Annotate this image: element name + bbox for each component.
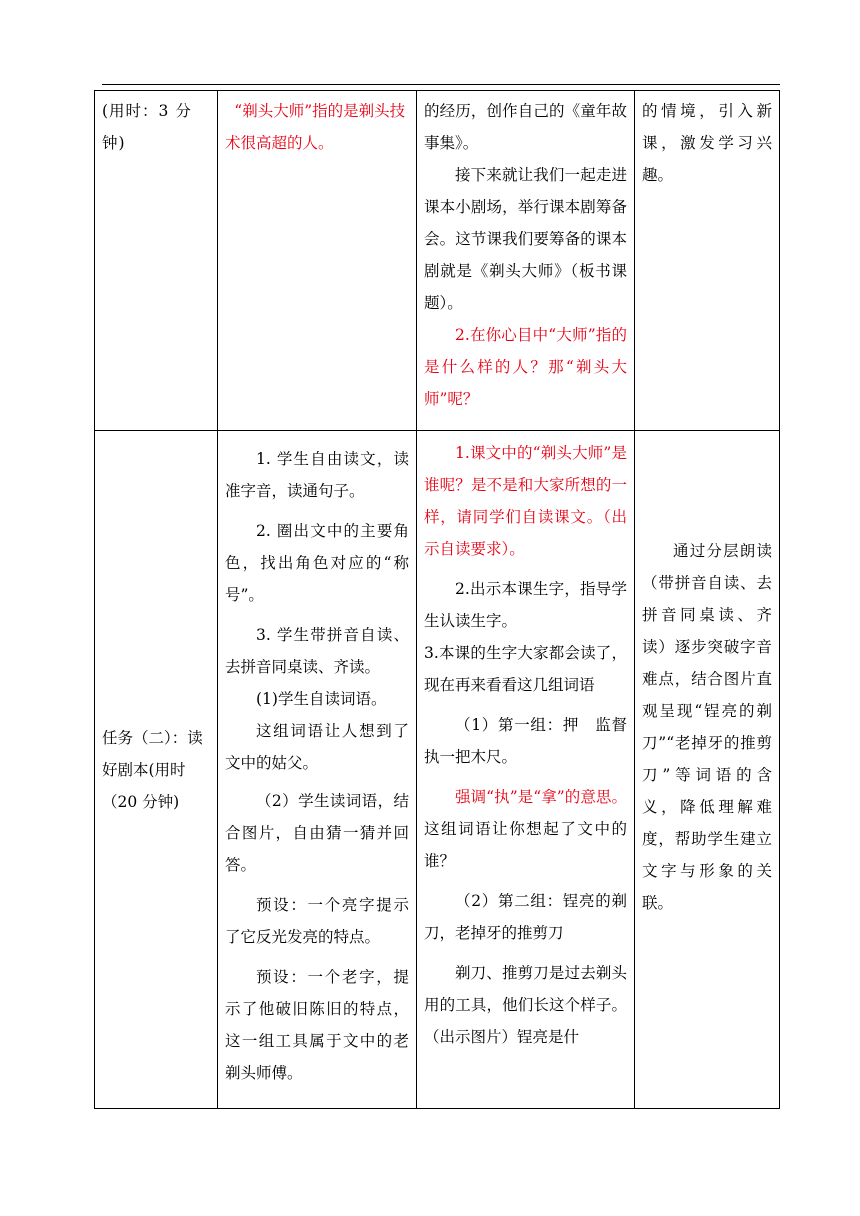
student-text: 这组词语让人想到了文中的姑父。 <box>225 722 409 772</box>
teacher-text: 这组词语让你想起了文中的谁？ <box>424 820 627 870</box>
teacher-question: 2.在你心目中“大师”指的是什么样的人？那“剃头大师”呢？ <box>424 326 627 408</box>
stage-cell <box>95 431 218 1109</box>
emphasis-text: 强调“执”是“拿”的意思。 <box>455 788 627 806</box>
teacher-text: 接下来就让我们一起走进课本小剧场，举行课本剧筹备会。这节课我们要筹备的课本剧就是《剃头大师》（板书课题）。 <box>424 166 627 312</box>
student-text: (1)学生自读词语。 <box>256 690 387 708</box>
teacher-text: 的经历，创作自己的《童年故事集》。 <box>424 102 627 152</box>
teacher-text: （1）第一组：押 监督 执一把木尺。 <box>424 716 643 766</box>
design-intent-cell <box>635 91 780 431</box>
intent-text: 通过分层朗读（带拼音自读、去拼音同桌读、齐读）逐步突破字音难点，结合图片直观呈现“锃亮的剃刀”“老掉牙的推剪刀”等词语的含义，降低理解难度，帮助学生建立文字与形象的关联。 <box>642 542 772 912</box>
stage-label: (用时：3 分钟) <box>102 102 192 152</box>
student-text: （2）学生读词语，结合图片，自由猜一猜并回答。 <box>225 792 409 874</box>
teacher-activity-cell <box>417 91 635 431</box>
student-text: 预设：一个亮字提示了它反光发亮的特点。 <box>225 896 409 946</box>
student-text: 3. 学生带拼音自读、去拼音同桌读、齐读。 <box>225 626 409 676</box>
teacher-text: 3.本课的生字大家都会读了，现在再来看看这几组词语 <box>424 644 627 694</box>
table-row <box>95 431 780 1109</box>
stage-cell <box>95 91 218 431</box>
student-activity-cell <box>218 431 417 1109</box>
design-intent-cell <box>635 431 780 1109</box>
student-text: 1. 学生自由读文，读准字音，读通句子。 <box>225 450 409 500</box>
teacher-text: 2.出示本课生字，指导学生认读生字。 <box>424 580 627 630</box>
teacher-question: 1.课文中的“剃头大师”是谁呢？是不是和大家所想的一样，请同学们自读课文。（出示自读要求）。 <box>424 444 627 558</box>
teacher-text: 剃刀、推剪刀是过去剃头用的工具，他们长这个样子。（出示图片）锃亮是什 <box>424 964 627 1046</box>
teacher-activity-cell <box>417 431 643 1109</box>
student-text: “剃头大师”指的是剃头技术很高超的人。 <box>225 102 406 152</box>
student-text: 预设：一个老字，提示了他破旧陈旧的特点，这一组工具属于文中的老剃头师傅。 <box>225 968 409 1082</box>
student-text: 2. 圈出文中的主要角色，找出角色对应的“称号”。 <box>225 522 409 604</box>
intent-text: 的情境，引入新课，激发学习兴趣。 <box>642 102 772 184</box>
stage-label: 任务（二）：读好剧本(用时（20 分钟) <box>102 728 203 811</box>
student-activity-cell <box>218 91 417 431</box>
table-row <box>95 91 780 431</box>
header-rule <box>102 84 780 85</box>
teacher-emphasis <box>424 781 627 877</box>
lesson-plan-table <box>94 90 780 1109</box>
teacher-text: （2）第二组：锃亮的剃刀，老掉牙的推剪刀 <box>424 892 627 942</box>
